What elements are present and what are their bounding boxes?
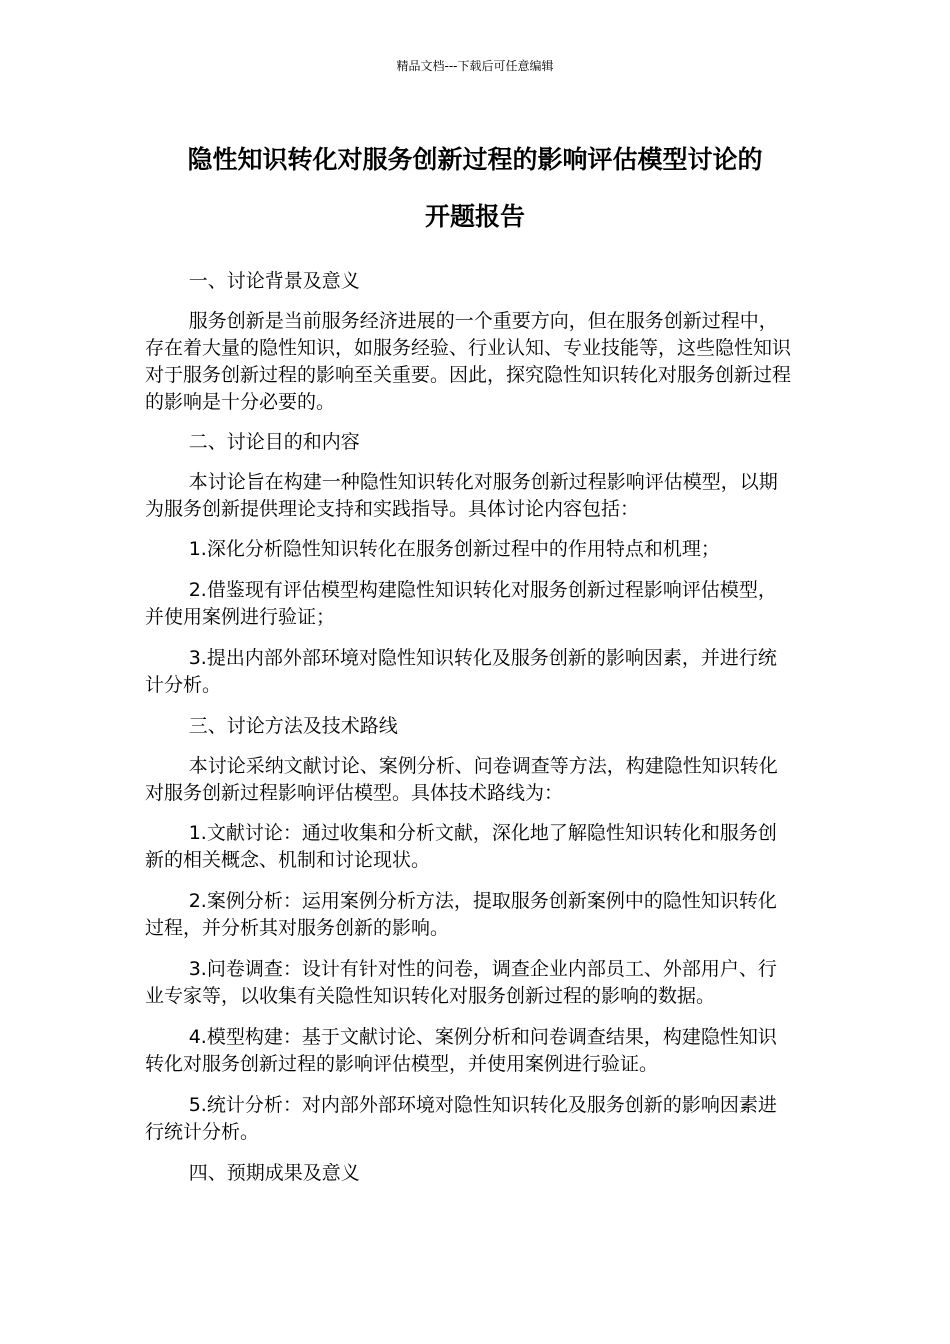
list-item-method-4: 4.模型构建：基于文献讨论、案例分析和问卷调查结果，构建隐性知识转化对服务创新过程的影响评估模型，并使用案例进行验证。 [145,1026,777,1075]
section-heading-background: 一、讨论背景及意义 [188,270,360,292]
title-line-2: 开题报告 [424,202,525,231]
list-item-purpose-2: 2.借鉴现有评估模型构建隐性知识转化对服务创新过程影响评估模型，并使用案例进行验证； [145,579,777,628]
page-header: 精品文档---下载后可任意编辑 [396,59,554,73]
list-item-method-5: 5.统计分析：对内部外部环境对隐性知识转化及服务创新的影响因素进行统计分析。 [145,1094,777,1143]
section-heading-methods: 三、讨论方法及技术路线 [188,715,398,737]
title-line-1: 隐性知识转化对服务创新过程的影响评估模型讨论的 [187,145,763,174]
section-heading-purpose: 二、讨论目的和内容 [188,431,360,453]
paragraph-background: 服务创新是当前服务经济进展的一个重要方向，但在服务创新过程中，存在着大量的隐性知识，如服务经验、行业认知、专业技能等，这些隐性知识对于服务创新过程的影响至关重要。因此，探究隐性知识转化对服务创新过程的影响是十分必要的。 [145,310,792,413]
list-item-method-3: 3.问卷调查：设计有针对性的问卷，调查企业内部员工、外部用户、行业专家等，以收集有关隐性知识转化对服务创新过程的影响的数据。 [145,958,777,1007]
list-item-purpose-1: 1.深化分析隐性知识转化在服务创新过程中的作用特点和机理； [188,538,720,560]
list-item-purpose-3: 3.提出内部外部环境对隐性知识转化及服务创新的影响因素，并进行统计分析。 [145,647,777,696]
paragraph-purpose: 本讨论旨在构建一种隐性知识转化对服务创新过程影响评估模型，以期为服务创新提供理论支持和实践指导。具体讨论内容包括： [145,471,778,520]
document-body [145,268,795,1200]
list-item-method-2: 2.案例分析：运用案例分析方法，提取服务创新案例中的隐性知识转化过程，并分析其对服务创新的影响。 [145,890,777,939]
document-title [120,131,830,245]
section-heading-outcomes: 四、预期成果及意义 [188,1162,360,1184]
paragraph-methods: 本讨论采纳文献讨论、案例分析、问卷调查等方法，构建隐性知识转化对服务创新过程影响评估模型。具体技术路线为： [145,755,778,804]
list-item-method-1: 1.文献讨论：通过收集和分析文献，深化地了解隐性知识转化和服务创新的相关概念、机制和讨论现状。 [145,822,777,871]
